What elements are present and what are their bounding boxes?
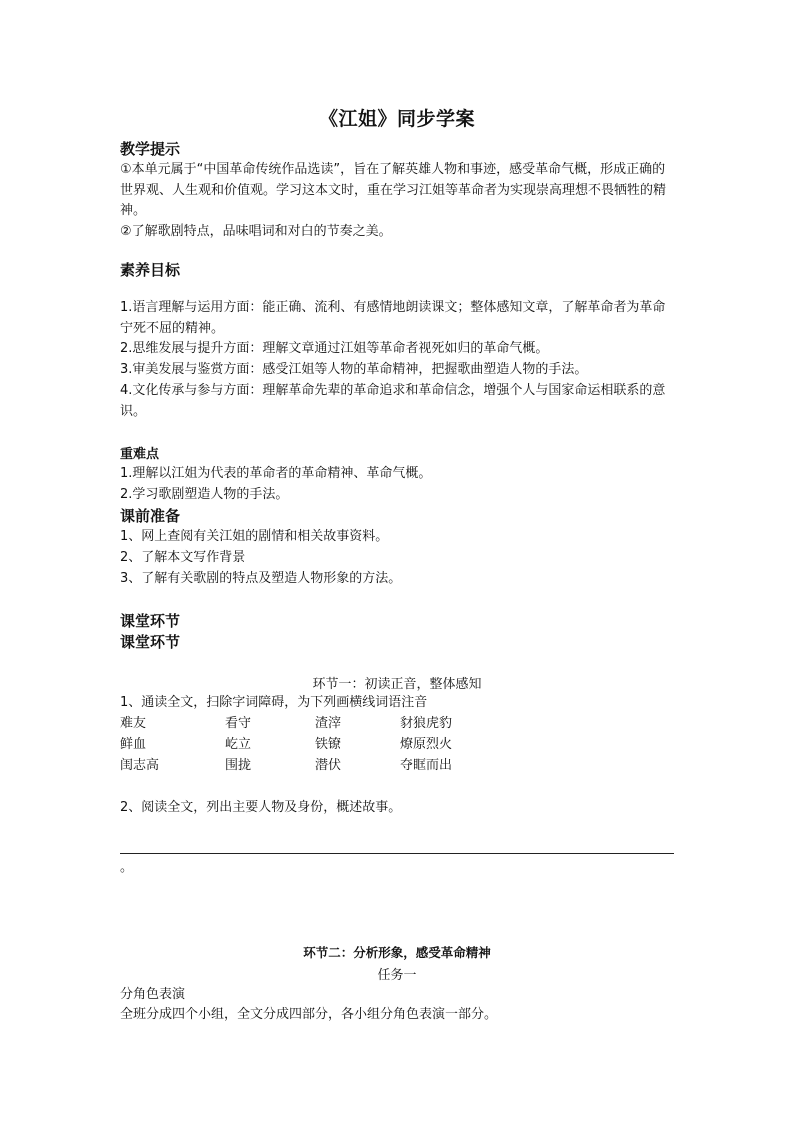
vocab-word: 围拢 [225,758,252,773]
classroom-heading-repeat: 课堂环节 [120,633,181,651]
vocab-row [120,755,680,776]
section-2-title: 环节二：分析形象，感受革命精神 [303,945,491,960]
teaching-tips-item-1: ①本单元属于“中国革命传统作品选读”，旨在了解英雄人物和事迹，感受革命气概，形成正确的世界观、人生观和价值观。学习这本文时，重在学习江姐等革命者为实现崇高理想不畏牺牲的精神。 [120,162,667,218]
literacy-goal-1: 1.语言理解与运用方面：能正确、流利、有感情地朗读课文；整体感知文章，了解革命者为革命宁死不屈的精神。 [120,300,666,336]
preparation-item-3: 3、了解有关歌剧的特点及塑造人物形象的方法。 [120,571,402,586]
vocab-word: 豺狼虎豹 [400,716,453,731]
vocab-table [120,713,680,776]
preparation-item-2: 2、了解本文写作背景 [120,550,246,565]
key-point-1: 1.理解以江姐为代表的革命者的革命精神、革命气概。 [120,466,432,481]
teaching-tips-heading: 教学提示 [120,140,181,158]
vocab-word: 燎原烈火 [400,737,453,752]
vocab-word: 潜伏 [315,758,342,773]
teaching-tips-item-2: ②了解歌剧特点，品味唱词和对白的节奏之美。 [120,224,392,239]
preparation-heading: 课前准备 [120,507,181,525]
key-point-2: 2.学习歌剧塑造人物的手法。 [120,487,289,502]
question-2: 2、阅读全文，列出主要人物及身份，概述故事。 [120,800,402,815]
literacy-goal-3: 3.审美发展与鉴赏方面：感受江姐等人物的革命精神，把握歌曲塑造人物的手法。 [120,362,588,377]
vocab-word: 铁镣 [315,737,342,752]
literacy-goal-2: 2.思维发展与提升方面：理解文章通过江姐等革命者视死如归的革命气概。 [120,341,549,356]
literacy-goal-4: 4.文化传承与参与方面：理解革命先辈的革命追求和革命信念，增强个人与国家命运相联系的意识。 [120,383,666,419]
preparation-item-1: 1、网上查阅有关江姐的剧情和相关故事资料。 [120,529,389,544]
document-title: 《江姐》同步学案 [318,108,475,130]
vocab-word: 夺眶而出 [400,758,453,773]
key-points-heading: 重难点 [120,447,160,462]
answer-line [120,853,674,854]
literacy-goals-heading: 素养目标 [120,261,181,279]
vocab-word: 难友 [120,716,147,731]
vocab-word: 渣滓 [315,716,342,731]
role-play-description: 全班分成四个小组，全文分成四部分，各小组分角色表演一部分。 [120,1007,498,1022]
role-play-label: 分角色表演 [120,987,186,1002]
vocab-row [120,734,680,755]
vocab-row [120,713,680,734]
answer-line-end: 。 [120,860,134,875]
task-1-label: 任务一 [377,968,417,983]
vocab-word: 鲜血 [120,737,147,752]
classroom-heading: 课堂环节 [120,612,181,630]
section-1-title: 环节一：初读正音，整体感知 [312,677,482,692]
vocab-word: 屹立 [225,737,252,752]
vocab-word: 闺志高 [120,758,160,773]
vocab-word: 看守 [225,716,252,731]
question-1: 1、通读全文，扫除字词障碍，为下列画横线词语注音 [120,695,428,710]
